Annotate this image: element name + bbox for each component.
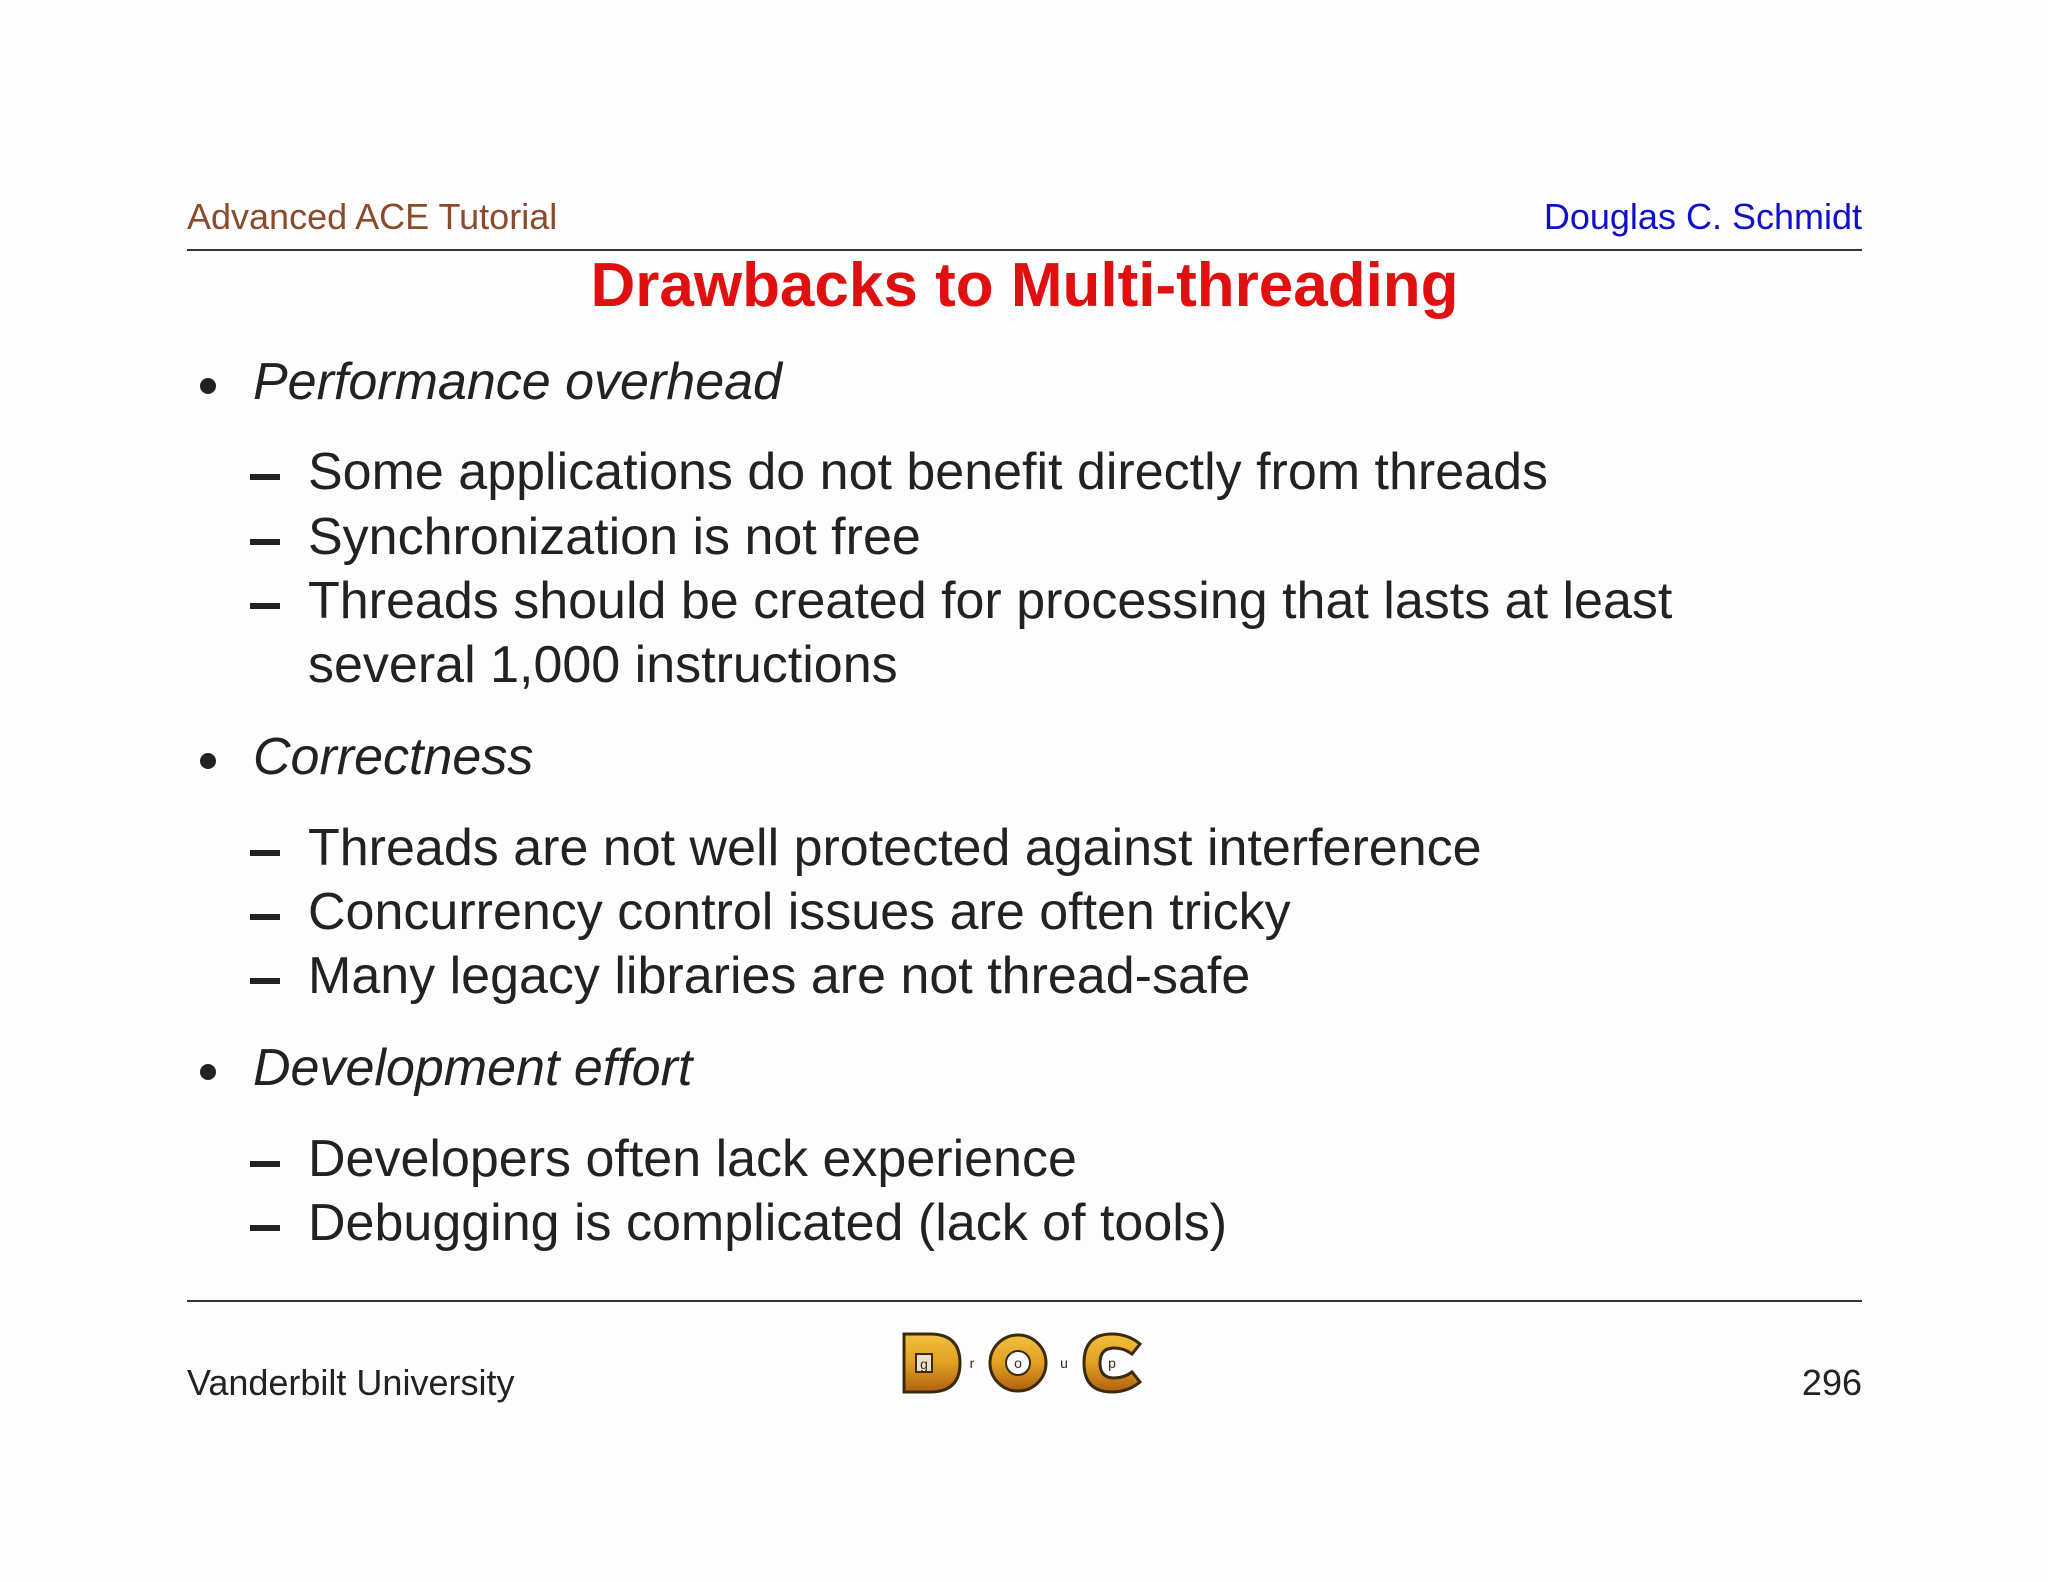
bullet-dot-icon <box>200 1064 216 1080</box>
dash-icon <box>250 850 280 856</box>
page-number: 296 <box>1801 1362 1862 1403</box>
doc-group-logo <box>900 1328 1150 1398</box>
header-course-label: Advanced ACE Tutorial <box>187 196 558 237</box>
sub-item-text: Developers often lack experience <box>308 1130 1077 1188</box>
dash-icon <box>250 603 280 609</box>
dash-icon <box>250 474 280 480</box>
footer-institution-label: Vanderbilt University <box>187 1362 515 1403</box>
logo-small-letter-o: o <box>1014 1355 1022 1371</box>
sub-item-text: Threads are not well protected against interference <box>308 819 1482 877</box>
bullet-heading: Correctness <box>253 728 534 786</box>
dash-icon <box>250 539 280 545</box>
sub-item-text: Threads should be created for processing that lasts at least <box>308 572 1673 630</box>
dash-icon <box>250 1161 280 1167</box>
dash-icon <box>250 978 280 984</box>
dash-icon <box>250 1225 280 1231</box>
logo-small-letter-u: u <box>1060 1355 1068 1371</box>
footer-divider <box>187 1300 1862 1302</box>
slide-title: Drawbacks to Multi-threading <box>590 251 1459 320</box>
sub-item-text: Concurrency control issues are often tricky <box>308 883 1291 941</box>
sub-item-text: Some applications do not benefit directly from threads <box>308 443 1549 501</box>
header-author-label: Douglas C. Schmidt <box>1543 196 1862 237</box>
sub-item-text: several 1,000 instructions <box>308 636 898 694</box>
dash-icon <box>250 914 280 920</box>
sub-item-text: Synchronization is not free <box>308 508 921 566</box>
logo-small-letter-r: r <box>969 1355 975 1371</box>
bullet-heading: Development effort <box>253 1039 693 1097</box>
bullet-dot-icon <box>200 753 216 769</box>
logo-small-letter-g: g <box>920 1356 928 1372</box>
logo-small-letter-p: p <box>1108 1355 1116 1371</box>
sub-item-text: Debugging is complicated (lack of tools) <box>308 1194 1228 1252</box>
sub-item-text: Many legacy libraries are not thread-safe <box>308 947 1251 1005</box>
bullet-dot-icon <box>200 378 216 394</box>
bullet-heading: Performance overhead <box>253 353 782 411</box>
